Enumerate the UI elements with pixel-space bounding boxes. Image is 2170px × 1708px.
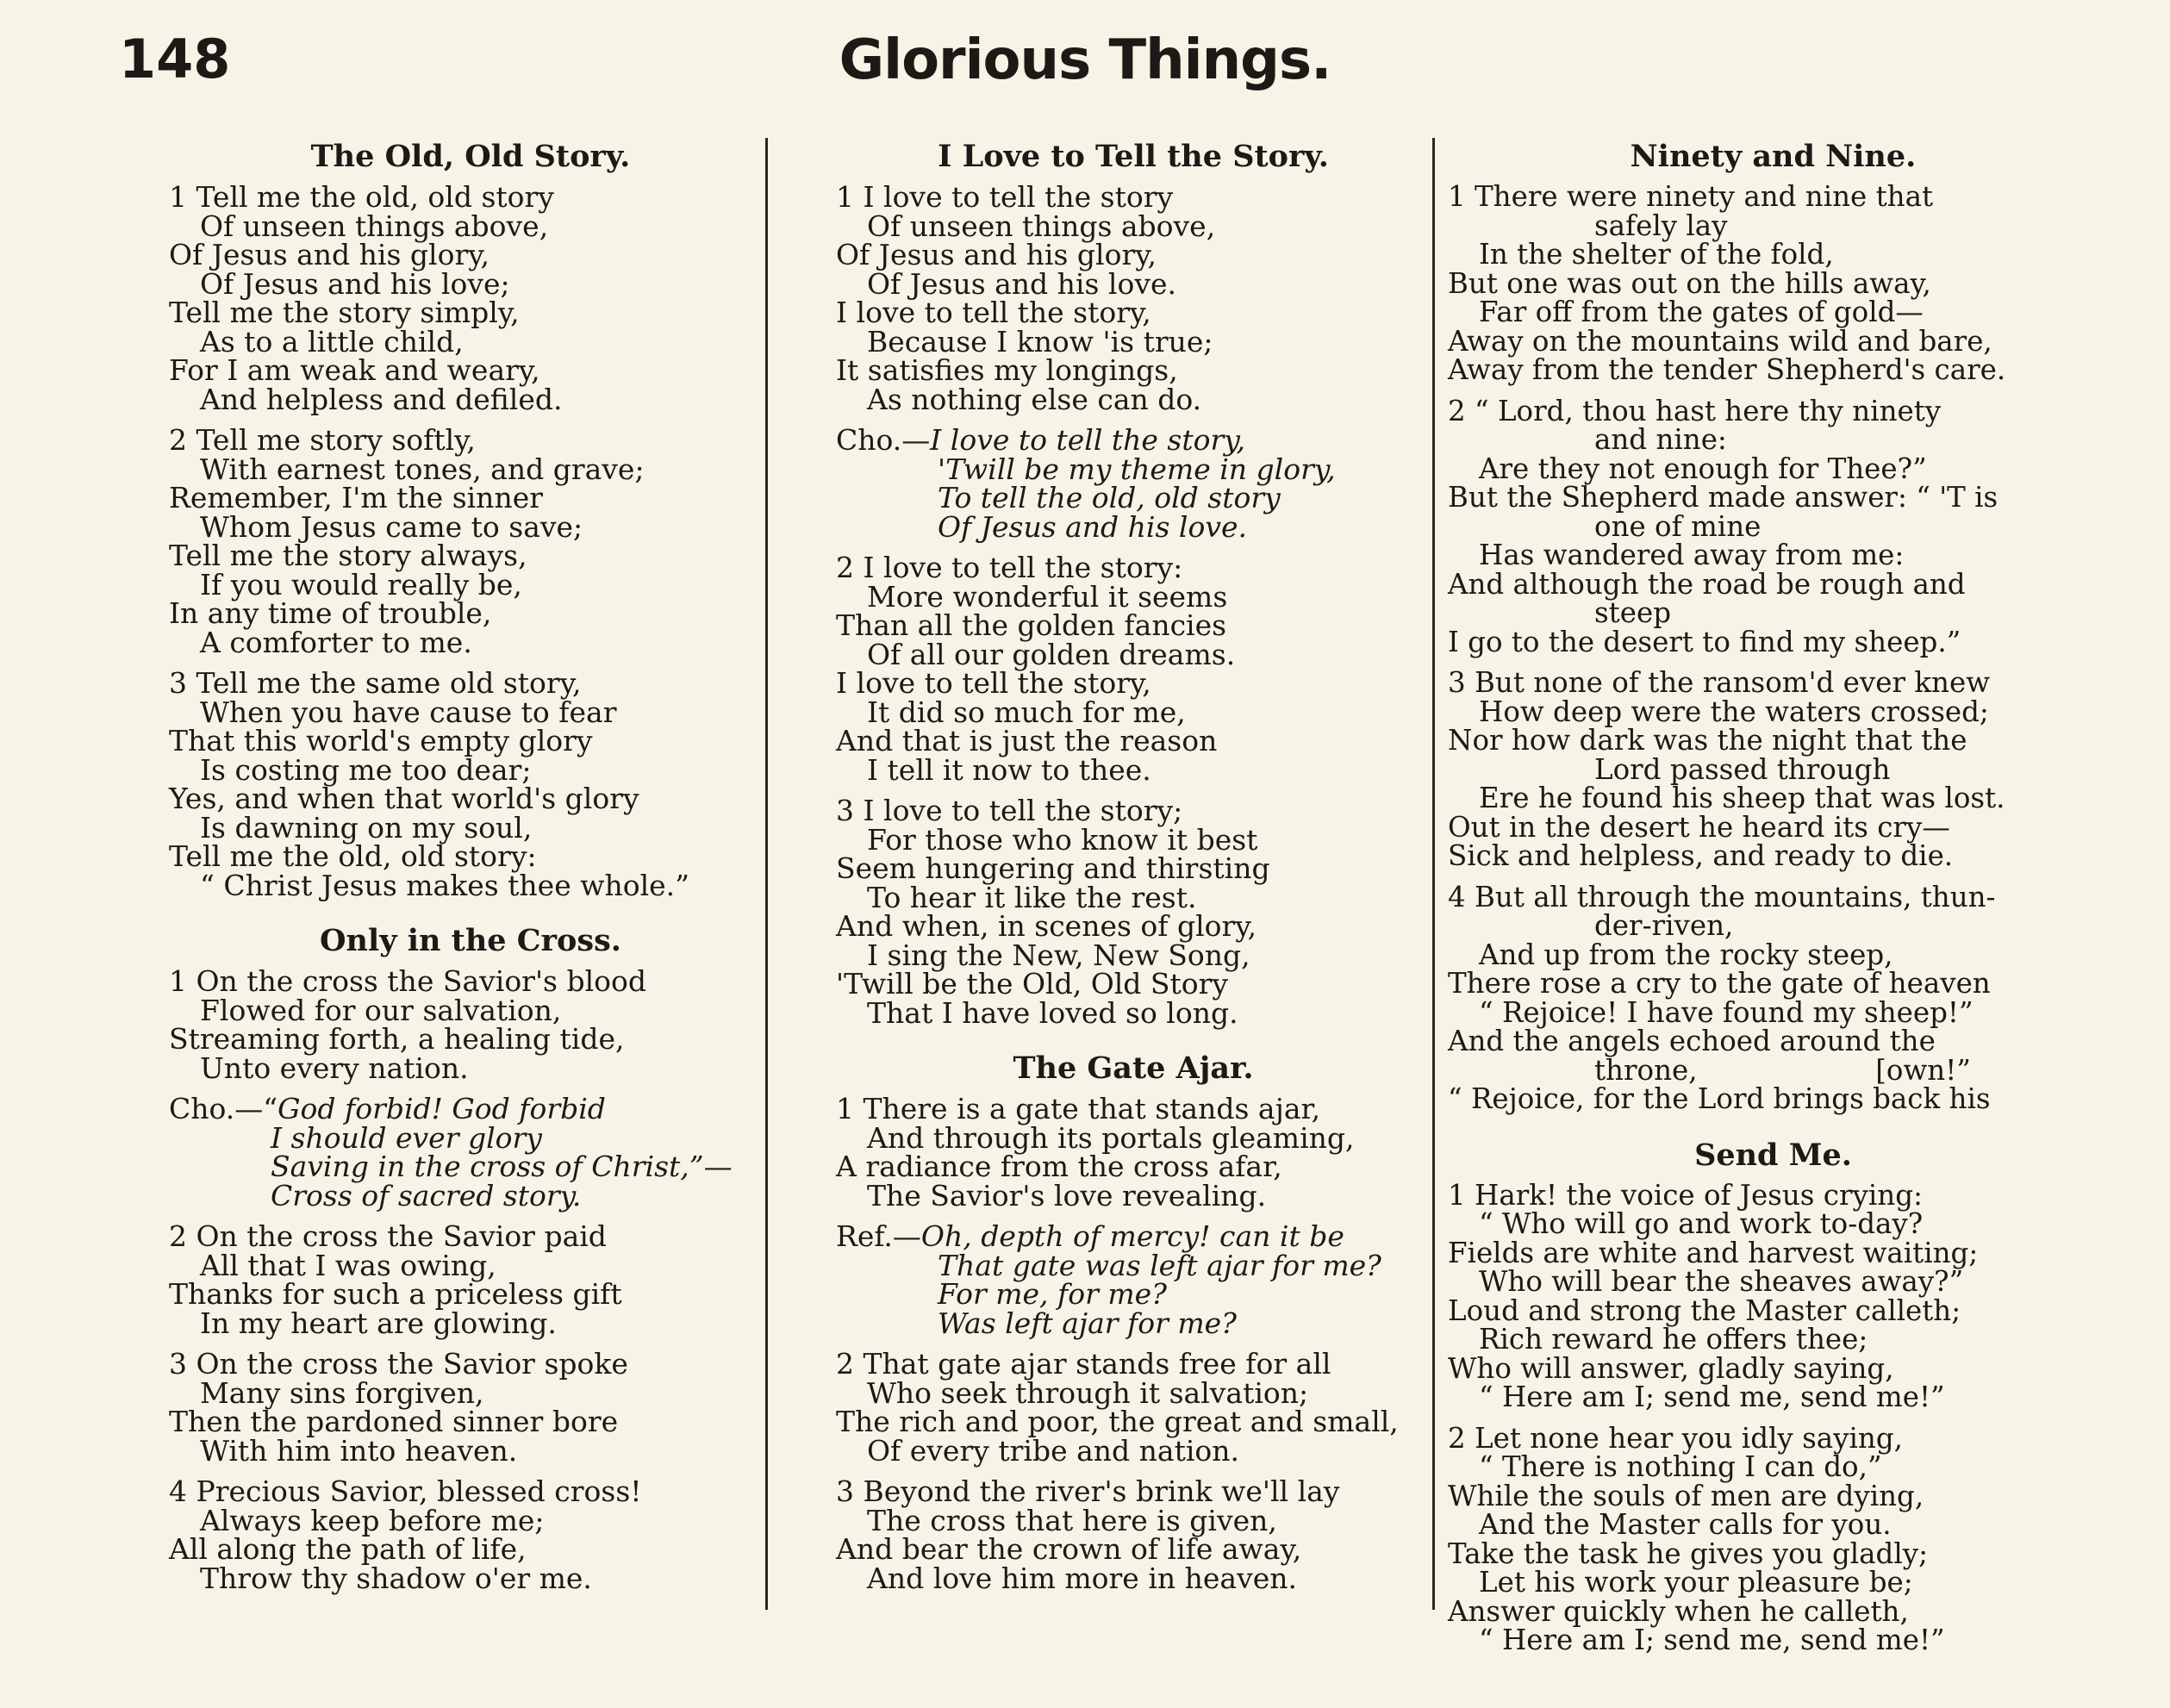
verse-line: Has wandered away from me: — [1479, 539, 1905, 571]
chorus-label: Cho.— — [836, 423, 931, 457]
verse-line: With him into heaven. — [200, 1433, 518, 1468]
verse-line: Tell me the old, old story: — [169, 839, 537, 873]
verse-line: Many sins forgiven, — [200, 1375, 484, 1410]
verse-line: 2 I love to tell the story: — [836, 551, 1183, 584]
verse-line: And that is just the reason — [836, 724, 1218, 757]
verse-line: And the angels echoed around the — [1448, 1025, 1936, 1057]
verse-line: That this world's empty glory — [169, 724, 593, 757]
stanza-2 — [1448, 1421, 2098, 1656]
verse-line: Who will bear the sheaves away?” — [1479, 1265, 1964, 1298]
stanza-4 — [169, 1474, 772, 1595]
verse-line: For I am weak and weary, — [169, 353, 540, 387]
verse-line: Then the pardoned sinner bore — [169, 1405, 619, 1438]
verse-line: Of every tribe and nation. — [867, 1433, 1239, 1468]
chorus-line: Of Jesus and his love. — [938, 509, 1247, 544]
hymn-i-love-to-tell-the-story — [836, 138, 1431, 1030]
verse-line: Always keep before me; — [200, 1503, 545, 1537]
verse-line: 1 There were ninety and nine that — [1448, 180, 1934, 213]
verse-line: 3 On the cross the Savior spoke — [169, 1347, 628, 1381]
stanza-3 — [169, 666, 772, 902]
verse-line: Of Jesus and his glory, — [836, 238, 1157, 271]
verse-line: The rich and poor, the great and small, — [836, 1405, 1399, 1438]
verse-line: For those who know it best — [867, 822, 1258, 857]
page-title: Glorious Things. — [839, 28, 1331, 92]
refrain-line — [836, 1219, 1431, 1253]
refrain-label: Ref.— — [836, 1219, 921, 1253]
chorus — [169, 1094, 772, 1210]
verse-line: Away from the tender Shepherd's care. — [1448, 353, 2006, 386]
stanza-1 — [1448, 1178, 2098, 1413]
hymn-title: Only in the Cross. — [320, 923, 621, 958]
verse-line: I love to tell the story, — [836, 296, 1151, 329]
stanza-3 — [1448, 666, 2098, 872]
verse-line: 4 But all through the mountains, thun- — [1448, 880, 1996, 913]
hymn-title: Ninety and Nine. — [1630, 139, 1917, 174]
verse-line: Far off from the gates of gold— — [1479, 296, 1924, 328]
column-left — [169, 138, 772, 1615]
verse-line: Flowed for our salvation, — [200, 993, 562, 1027]
verse-line: Lord passed through — [1594, 752, 1891, 786]
verse-line: In my heart are glowing. — [200, 1306, 557, 1340]
verse-line: 1 Tell me the old, old story — [169, 180, 554, 214]
verse-line: Of Jesus and his love. — [867, 266, 1176, 301]
stanza-1 — [836, 180, 1431, 416]
verse-line: Yes, and when that world's glory — [169, 782, 639, 815]
verse-line: Of unseen things above, — [200, 209, 549, 243]
verse-line: Loud and strong the Master calleth; — [1448, 1293, 1961, 1327]
stanza-4 — [1448, 880, 2098, 1115]
verse-line: A comforter to me. — [200, 625, 472, 659]
verse-line: Remember, I'm the sinner — [169, 481, 543, 514]
verse-line: and nine: — [1594, 423, 1727, 456]
refrain-text: Oh, depth of mercy! can it be — [920, 1219, 1344, 1253]
verse-line: Rich reward he offers thee; — [1479, 1323, 1868, 1356]
refrain — [836, 1219, 1431, 1340]
chorus-label: Cho.—“ — [169, 1092, 278, 1125]
verse-line: And when, in scenes of glory, — [836, 909, 1257, 943]
verse-line: When you have cause to fear — [200, 695, 617, 729]
hymn-send-me — [1448, 1137, 2098, 1655]
verse-line: Thanks for such a priceless gift — [169, 1277, 622, 1311]
stanza-2 — [169, 423, 772, 659]
verse-line: Of Jesus and his glory, — [169, 238, 489, 271]
verse-line: Tell me the story always, — [169, 539, 527, 572]
verse-line: How deep were the waters crossed; — [1479, 695, 1989, 728]
verse-line: steep — [1594, 596, 1672, 629]
verse-line: Tell me the story simply, — [169, 296, 520, 329]
verse-line: safely lay — [1594, 209, 1728, 242]
column-middle — [836, 138, 1431, 1615]
verse-line: 2 That gate ajar stands free for all — [836, 1347, 1331, 1381]
verse-line: It did so much for me, — [867, 695, 1186, 729]
verse-line: der-riven, — [1594, 909, 1734, 942]
verse-line: And through its portals gleaming, — [867, 1120, 1355, 1155]
chorus-text: I love to tell the story, — [930, 423, 1246, 457]
verse-line: Take the task he gives you gladly; — [1448, 1537, 1929, 1570]
verse-line: 1 Hark! the voice of Jesus crying: — [1448, 1178, 1923, 1212]
verse-line: All along the path of life, — [169, 1532, 527, 1566]
verse-line: Whom Jesus came to save; — [200, 509, 583, 544]
hymn-title: I Love to Tell the Story. — [938, 139, 1329, 174]
verse-line: Seem hungering and thirsting — [836, 851, 1270, 885]
verse-line: And up from the rocky steep, — [1479, 938, 1893, 971]
verse-line: 3 I love to tell the story; — [836, 794, 1183, 827]
verse-line: Sick and helpless, and ready to die. — [1448, 839, 1954, 872]
verse-line: If you would really be, — [200, 567, 522, 602]
verse-line: 2 Tell me story softly, — [169, 423, 476, 457]
verse-line: “ Who will go and work to-day? — [1479, 1207, 1924, 1240]
verse-line: The Savior's love revealing. — [867, 1178, 1267, 1212]
chorus-line: Cross of sacred story. — [271, 1178, 582, 1212]
verse-line: 2 Let none hear you idly saying, — [1448, 1421, 1903, 1455]
stanza-3 — [836, 794, 1431, 1030]
verse-line: Of all our golden dreams. — [867, 637, 1236, 671]
chorus-line: To tell the old, old story — [938, 481, 1281, 514]
verse-line: But one was out on the hills away, — [1448, 266, 1931, 300]
verse-line: It satisfies my longings, — [836, 353, 1178, 387]
verse-line: 1 There is a gate that stands ajar, — [836, 1092, 1321, 1125]
hymn-only-in-the-cross — [169, 922, 772, 1593]
verse-line: Streaming forth, a healing tide, — [169, 1022, 625, 1056]
verse-line: “ Rejoice, for the Lord brings back his — [1448, 1082, 1991, 1115]
stanza-1 — [169, 180, 772, 416]
verse-line: As to a little child, — [200, 324, 464, 358]
verse-line: Is costing me too dear; — [200, 752, 532, 787]
verse-line: Throw thy shadow o'er me. — [200, 1561, 592, 1595]
stanza-2 — [836, 1347, 1431, 1468]
stanza-3 — [836, 1474, 1431, 1595]
refrain-line: For me, for me? — [938, 1277, 1167, 1311]
verse-line: And bear the crown of life away, — [836, 1532, 1302, 1566]
refrain-line: That gate was left ajar for me? — [938, 1248, 1381, 1282]
verse-line: That I have loved so long. — [867, 995, 1238, 1030]
verse-line: And although the road be rough and — [1448, 567, 1966, 601]
verse-line: Is dawning on my soul, — [200, 810, 533, 845]
verse-line: 3 Beyond the river's brink we'll lay — [836, 1474, 1340, 1508]
column-right — [1448, 138, 2098, 1678]
verse-line: 'Twill be the Old, Old Story — [836, 967, 1229, 1000]
verse-line: I go to the desert to find my sheep.” — [1448, 625, 1961, 658]
hymn-title: The Old, Old Story. — [310, 139, 631, 174]
verse-line: 3 Tell me the same old story, — [169, 666, 582, 700]
verse-line: “ There is nothing I can do,” — [1479, 1450, 1882, 1483]
verse-line: throne, [own!” — [1594, 1053, 1971, 1087]
chorus-line: I should ever glory — [271, 1120, 542, 1155]
verse-line: Who seek through it salvation; — [867, 1375, 1309, 1410]
verse-line: And helpless and defiled. — [200, 382, 563, 416]
chorus-line — [169, 1094, 772, 1124]
verse-line: I love to tell the story, — [836, 666, 1151, 700]
verse-line: More wonderful it seems — [867, 579, 1228, 614]
verse-line: All that I was owing, — [200, 1248, 496, 1282]
verse-line: “ Christ Jesus makes thee whole.” — [200, 868, 690, 902]
chorus-text: God forbid! God forbid — [277, 1092, 606, 1125]
verse-line: Who will answer, gladly saying, — [1448, 1351, 1894, 1385]
stanza-1 — [169, 964, 772, 1085]
verse-line: Because I know 'is true; — [867, 324, 1213, 358]
verse-line: 4 Precious Savior, blessed cross! — [169, 1474, 642, 1508]
stanza-3 — [169, 1347, 772, 1468]
verse-line: In the shelter of the fold, — [1479, 238, 1834, 271]
stanza-2 — [836, 551, 1431, 787]
verse-line: And the Master calls for you. — [1479, 1508, 1892, 1541]
verse-line: Of Jesus and his love; — [200, 266, 510, 301]
chorus-line: Saving in the cross of Christ,”— — [271, 1150, 733, 1183]
verse-line: Answer quickly when he calleth, — [1448, 1594, 1909, 1628]
stanza-1 — [1448, 180, 2098, 386]
hymn-the-old-old-story — [169, 138, 772, 900]
verse-line: 1 On the cross the Savior's blood — [169, 964, 646, 998]
verse-line: The cross that here is given, — [867, 1503, 1277, 1537]
verse-line: 3 But none of the ransom'd ever knew — [1448, 666, 1991, 699]
verse-line: “ Here am I; send me, send me!” — [1479, 1624, 1945, 1656]
verse-line: 2 On the cross the Savior paid — [169, 1219, 607, 1253]
verse-line: I sing the New, New Song, — [867, 938, 1250, 972]
verse-line: 2 “ Lord, thou hast here thy ninety — [1448, 394, 1942, 427]
verse-line: There rose a cry to the gate of heaven — [1448, 967, 1991, 1000]
chorus-line: 'Twill be my theme in glory, — [938, 452, 1336, 486]
page-number: 148 — [119, 28, 231, 90]
verse-line: While the souls of men are dying, — [1448, 1479, 1924, 1512]
stanza-1 — [836, 1094, 1431, 1210]
verse-line: And love him more in heaven. — [867, 1561, 1297, 1595]
column-divider-right — [1432, 138, 1435, 1610]
chorus — [836, 423, 1431, 544]
verse-line: Are they not enough for Thee?” — [1479, 452, 1927, 485]
verse-line: To hear it like the rest. — [867, 880, 1197, 914]
verse-line: “ Rejoice! I have found my sheep!” — [1479, 995, 1974, 1029]
chorus-line — [836, 423, 1431, 457]
hymn-ninety-and-nine — [1448, 138, 2098, 1114]
verse-line: Nor how dark was the night that the — [1448, 724, 1967, 757]
hymn-the-gate-ajar — [836, 1050, 1431, 1593]
verse-line: As nothing else can do. — [867, 382, 1202, 416]
verse-line: But the Shepherd made answer: “ 'T is — [1448, 481, 1999, 514]
verse-line: With earnest tones, and grave; — [200, 452, 645, 486]
verse-line: “ Here am I; send me, send me!” — [1479, 1381, 1945, 1413]
verse-line: Than all the golden fancies — [836, 608, 1227, 642]
verse-line: one of mine — [1594, 509, 1762, 543]
verse-line: Of unseen things above, — [867, 209, 1216, 243]
stanza-2 — [1448, 394, 2098, 658]
verse-line: Fields are white and harvest waiting; — [1448, 1236, 1979, 1269]
stanza-2 — [169, 1219, 772, 1340]
verse-line: I tell it now to thee. — [867, 752, 1151, 787]
verse-line: 1 I love to tell the story — [836, 180, 1174, 214]
verse-line: A radiance from the cross afar, — [836, 1150, 1282, 1183]
refrain-line: Was left ajar for me? — [938, 1306, 1237, 1340]
verse-line: Away on the mountains wild and bare, — [1448, 324, 1992, 358]
verse-line: Ere he found his sheep that was lost. — [1479, 782, 2005, 814]
verse-line: In any time of trouble, — [169, 596, 492, 630]
verse-line: Unto every nation. — [200, 1050, 469, 1085]
hymn-title: Send Me. — [1694, 1137, 1852, 1173]
hymn-title: The Gate Ajar. — [1013, 1050, 1254, 1086]
verse-line: Let his work your pleasure be; — [1479, 1566, 1913, 1599]
verse-line: Out in the desert he heard its cry— — [1448, 810, 1950, 844]
